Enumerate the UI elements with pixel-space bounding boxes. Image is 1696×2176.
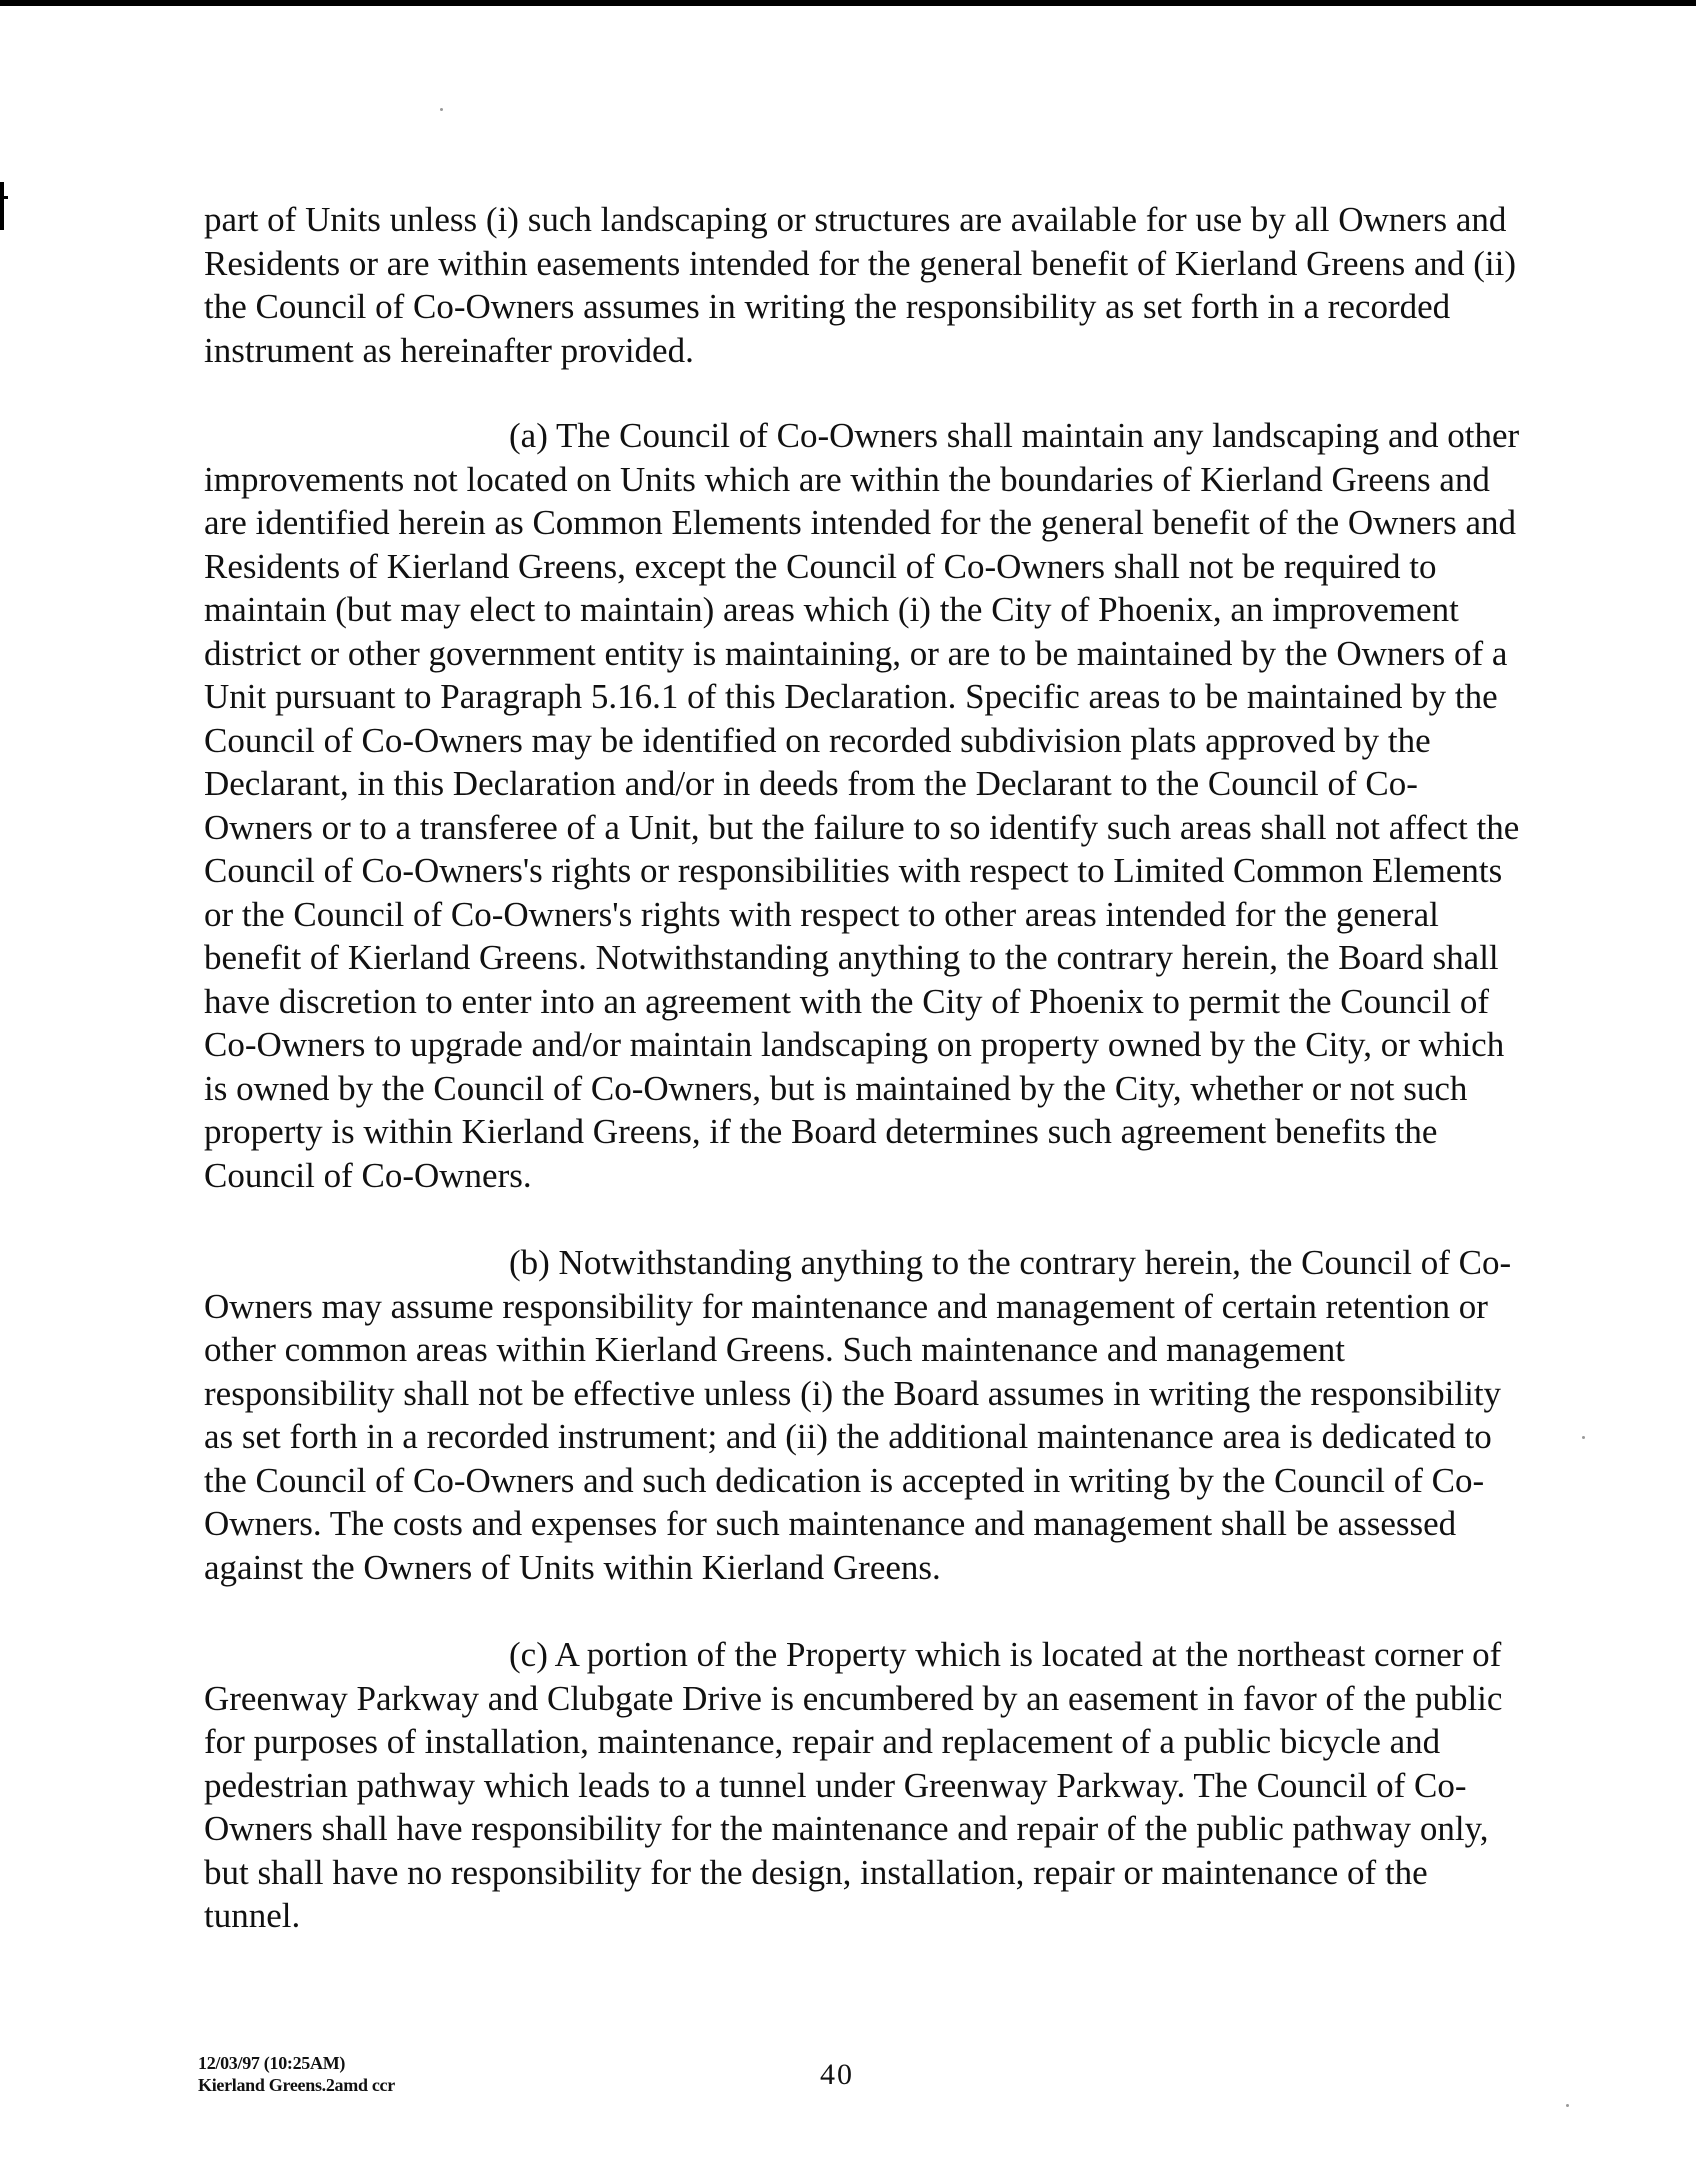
paragraph-intro bbox=[204, 198, 1524, 372]
scan-speck bbox=[1566, 2104, 1569, 2107]
paragraph-c-text: (c) A portion of the Property which is located at the northeast corner of Greenway Parkway and Clubgate Drive is encumbered by an easement in favor of the public for purposes of installation, maintenance, repair and replacement of a public bicycle and pedestrian pathway which leads to a tunnel under Greenway Parkway. The Council of Co-Owners shall have responsibility for the maintenance and repair of the public pathway only, but shall have no responsibility for the design, installation, repair or maintenance of the tunnel. bbox=[204, 1635, 1503, 1935]
paragraph-a-text: (a) The Council of Co-Owners shall maintain any landscaping and other improvements not located on Units which are within the boundaries of Kierland Greens and are identified herein as Common Elements intended for the general benefit of the Owners and Residents of Kierland Greens, except the Council of Co-Owners shall not be required to maintain (but may elect to maintain) areas which (i) the City of Phoenix, an improvement district or other government entity is maintaining, or are to be maintained by the Owners of a Unit pursuant to Paragraph 5.16.1 of this Declaration. Specific areas to be maintained by the Council of Co-Owners may be identified on recorded subdivision plats approved by the Declarant, in this Declaration and/or in deeds from the Declarant to the Council of Co-Owners or to a transferee of a Unit, but the failure to so identify such areas shall not affect the Council of Co-Owners's rights or responsibilities with respect to Limited Common Elements or the Council of Co-Owners's rights with respect to other areas intended for the general benefit of Kierland Greens. Notwithstanding anything to the contrary herein, the Board shall have discretion to enter into an agreement with the City of Phoenix to permit the Council of Co-Owners to upgrade and/or maintain landscaping on property owned by the City, or which is owned by the Council of Co-Owners, but is maintained by the City, whether or not such property is within Kierland Greens, if the Board determines such agreement benefits the Council of Co-Owners. bbox=[204, 416, 1520, 1195]
paragraph-intro-text: part of Units unless (i) such landscaping or structures are available for use by all Owners and Residents or are within easements intended for the general benefit of Kierland Greens and (ii) the Council of Co-Owners assumes in writing the responsibility as set forth in a recorded instrument as hereinafter provided. bbox=[204, 200, 1517, 370]
paragraph-b-text: (b) Notwithstanding anything to the contrary herein, the Council of Co-Owners may assume responsibility for maintenance and management of certain retention or other common areas within Kierland Greens. Such maintenance and management responsibility shall not be effective unless (i) the Board assumes in writing the responsibility as set forth in a recorded instrument; and (ii) the additional maintenance area is dedicated to the Council of Co-Owners and such dedication is accepted in writing by the Council of Co-Owners. The costs and expenses for such maintenance and management shall be assessed against the Owners of Units within Kierland Greens. bbox=[204, 1243, 1512, 1587]
document-body bbox=[204, 198, 1524, 1980]
scan-speck bbox=[440, 108, 443, 111]
page-number: 40 bbox=[820, 2058, 854, 2091]
footer-document-info bbox=[198, 2052, 395, 2096]
footer-date-line: 12/03/97 (10:25AM) bbox=[198, 2053, 346, 2073]
scan-speck bbox=[1582, 1436, 1585, 1439]
paragraph-c bbox=[204, 1633, 1524, 1938]
footer-file-line: Kierland Greens.2amd ccr bbox=[198, 2075, 395, 2095]
scan-top-edge bbox=[0, 0, 1696, 6]
scan-left-edge-tick bbox=[0, 196, 8, 199]
paragraph-a bbox=[204, 414, 1524, 1197]
scan-left-edge-mark bbox=[0, 182, 4, 230]
paragraph-b bbox=[204, 1241, 1524, 1589]
